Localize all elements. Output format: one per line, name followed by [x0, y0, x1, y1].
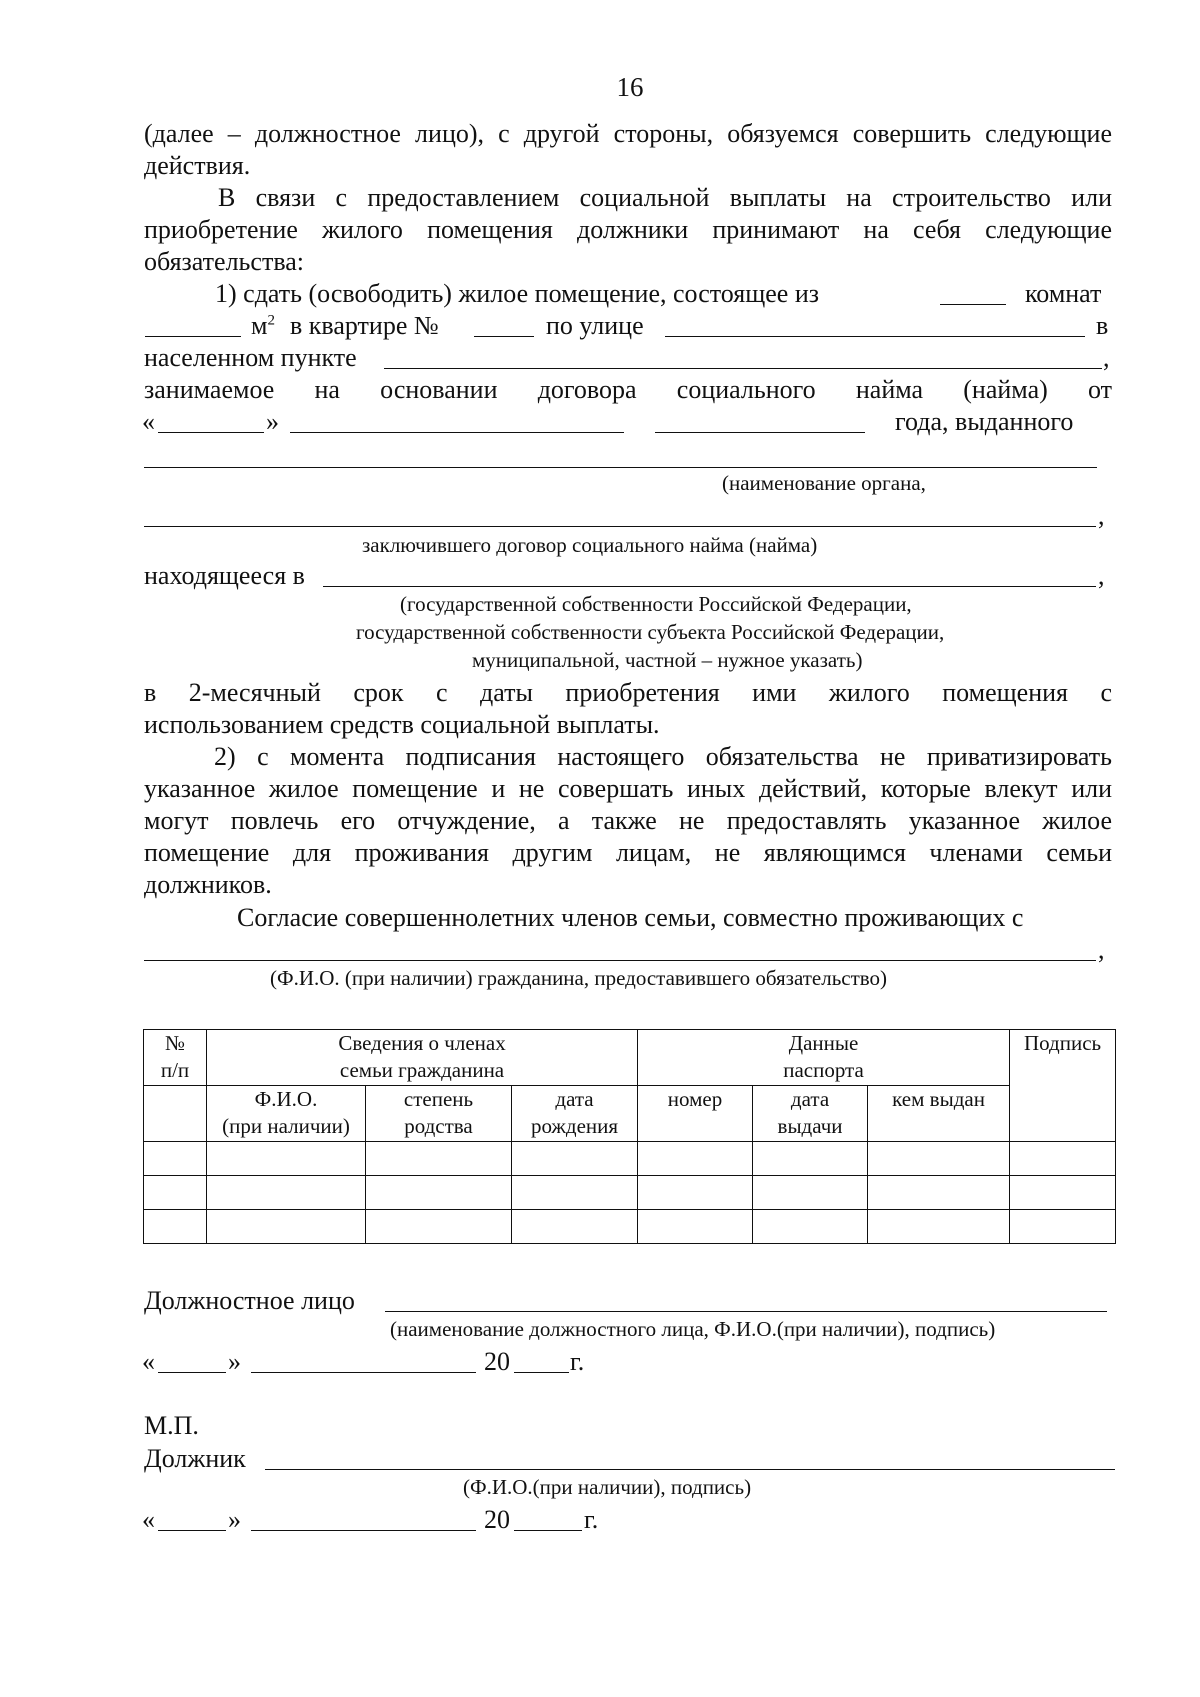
- item1-unit: [251, 310, 275, 342]
- consent-text: Согласие совершеннолетних членов семьи, совместно проживающих с: [237, 903, 1024, 932]
- date-year-blank: [655, 432, 865, 433]
- caption-debtor: (Ф.И.О.(при наличии), подпись): [463, 1475, 752, 1499]
- table-cell: [753, 1176, 868, 1210]
- header-family-info-line2: семьи гражданина: [339, 1058, 505, 1082]
- item1-occupied: занимаемое на основании договора социального найма (найма) от: [144, 375, 1112, 404]
- col-fio-line1: Ф.И.О.: [254, 1087, 318, 1111]
- para3-line1: в 2-месячный срок с даты приобретения ими жилого помещения с: [144, 678, 1112, 707]
- col-issue-date-line2: выдачи: [777, 1114, 843, 1138]
- col-number: [638, 1086, 753, 1142]
- header-family-info-line1: Сведения о членах: [338, 1031, 506, 1055]
- official-label: Должностное лицо: [144, 1286, 355, 1315]
- header-signature: [1010, 1030, 1116, 1142]
- caption-prop-2: государственной собственности субъекта Российской Федерации,: [356, 620, 945, 644]
- table-cell: [1010, 1176, 1116, 1210]
- table-cell: [1010, 1142, 1116, 1176]
- table-cell: [868, 1210, 1010, 1244]
- item1-settlement: населенном пункте: [144, 343, 357, 372]
- official-year-suffix: г.: [570, 1347, 585, 1376]
- debtor-day-blank: [158, 1530, 226, 1531]
- debtor-blank: [265, 1469, 1115, 1470]
- header-num-line1: №: [164, 1031, 186, 1055]
- col-issue-date-line1: дата: [790, 1087, 830, 1111]
- table-cell: [512, 1210, 638, 1244]
- table-header-row-1: [144, 1030, 1116, 1086]
- table-cell: [868, 1142, 1010, 1176]
- seal-mark: М.П.: [144, 1411, 199, 1440]
- date-quote-close: »: [266, 407, 279, 436]
- table-cell: [366, 1176, 512, 1210]
- para1-line1: (далее – должностное лицо), с другой стороны, обязуемся совершить следующие: [144, 119, 1112, 148]
- organ-blank-2: [144, 526, 1096, 527]
- col-relation: [366, 1086, 512, 1142]
- debtor-year-suffix: г.: [584, 1505, 599, 1534]
- table-cell: [512, 1142, 638, 1176]
- header-num-empty: [144, 1086, 207, 1142]
- table-cell: [366, 1142, 512, 1176]
- located-label: находящееся в: [144, 561, 305, 590]
- item2-line1: 2) с момента подписания настоящего обязательства не приватизировать: [214, 742, 1112, 771]
- apartment-blank: [474, 336, 534, 337]
- official-year-prefix: 20: [484, 1347, 510, 1376]
- unit-m: м: [251, 311, 268, 340]
- street-blank: [665, 336, 1085, 337]
- official-date-quote-close: »: [228, 1347, 241, 1376]
- debtor-date-quote-close: »: [228, 1505, 241, 1534]
- official-day-blank: [158, 1372, 226, 1373]
- table-cell: [638, 1176, 753, 1210]
- organ-blank-1: [144, 467, 1097, 468]
- table-row: [144, 1142, 1116, 1176]
- col-issue-date: [753, 1086, 868, 1142]
- item1-year-issued: года, выданного: [895, 407, 1074, 436]
- caption-organ-2: заключившего договор социального найма (найма): [362, 533, 818, 557]
- table-row: [144, 1176, 1116, 1210]
- debtor-year-blank: [514, 1530, 582, 1531]
- col-issued-by: [868, 1086, 1010, 1142]
- table-cell: [753, 1142, 868, 1176]
- table-cell: [1010, 1210, 1116, 1244]
- located-comma: ,: [1098, 561, 1105, 590]
- header-num-line2: п/п: [160, 1058, 190, 1082]
- unit-sup: 2: [267, 312, 275, 329]
- debtor-date-quote-open: «: [142, 1505, 155, 1534]
- item2-line3: могут повлечь его отчуждение, а также не предоставлять указанное жилое: [144, 806, 1112, 835]
- col-number-text: номер: [667, 1087, 723, 1111]
- table-cell: [144, 1210, 207, 1244]
- header-signature-text: Подпись: [1023, 1031, 1102, 1055]
- official-month-blank: [251, 1372, 476, 1373]
- debtor-label: Должник: [144, 1444, 246, 1473]
- table-cell: [638, 1142, 753, 1176]
- table-cell: [207, 1176, 366, 1210]
- para3-line2: использованием средств социальной выплаты.: [144, 710, 660, 739]
- table-cell: [144, 1176, 207, 1210]
- table-header-row-2: [144, 1086, 1116, 1142]
- official-date-quote-open: «: [142, 1347, 155, 1376]
- fio-blank: [144, 960, 1096, 961]
- caption-official: (наименование должностного лица, Ф.И.О.(при наличии), подпись): [390, 1317, 996, 1341]
- header-passport: [638, 1030, 1010, 1086]
- page-number: 16: [616, 72, 644, 102]
- col-relation-line2: родства: [404, 1114, 473, 1138]
- header-passport-line1: Данные: [788, 1031, 859, 1055]
- area-blank: [145, 336, 241, 337]
- item2-line5: должников.: [144, 870, 272, 899]
- debtor-year-prefix: 20: [484, 1505, 510, 1534]
- organ-comma: ,: [1098, 501, 1105, 530]
- table-cell: [638, 1210, 753, 1244]
- date-day-blank: [158, 432, 264, 433]
- para2-line1: В связи с предоставлением социальной выплаты на строительство или: [218, 183, 1112, 212]
- item1-in: в: [1096, 311, 1109, 340]
- table-cell: [512, 1176, 638, 1210]
- official-blank: [385, 1311, 1107, 1312]
- rooms-blank: [940, 304, 1006, 305]
- col-birthdate: [512, 1086, 638, 1142]
- para1-line2: действия.: [144, 151, 251, 180]
- item1-text-a: 1) сдать (освободить) жилое помещение, состоящее из: [215, 279, 820, 308]
- family-members-table: [143, 1029, 1116, 1244]
- header-family-info: [207, 1030, 638, 1086]
- col-issued-by-text: кем выдан: [892, 1087, 985, 1111]
- caption-fio: (Ф.И.О. (при наличии) гражданина, предоставившего обязательство): [270, 966, 888, 990]
- para2-line2: приобретение жилого помещения должники принимают на себя следующие: [144, 215, 1112, 244]
- date-month-blank: [290, 432, 624, 433]
- header-num: [144, 1030, 207, 1086]
- table-cell: [207, 1142, 366, 1176]
- item2-line2: указанное жилое помещение и не совершать иных действий, которые влекут или: [144, 774, 1112, 803]
- col-fio: [207, 1086, 366, 1142]
- caption-prop-3: муниципальной, частной – нужное указать): [472, 648, 863, 672]
- header-passport-line2: паспорта: [783, 1058, 864, 1082]
- table-cell: [868, 1176, 1010, 1210]
- caption-prop-1: (государственной собственности Российской Федерации,: [400, 592, 912, 616]
- table-cell: [207, 1210, 366, 1244]
- date-quote-open: «: [142, 407, 155, 436]
- col-birthdate-line1: дата: [555, 1087, 594, 1111]
- item2-line4: помещение для проживания другим лицам, не являющимся членами семьи: [144, 838, 1112, 867]
- col-relation-line1: степень: [403, 1087, 474, 1111]
- item1-rooms-word: комнат: [1025, 279, 1102, 308]
- settlement-comma: ,: [1103, 343, 1110, 372]
- item1-street: по улице: [546, 311, 644, 340]
- item1-apartment: в квартире №: [290, 311, 439, 340]
- settlement-blank: [384, 368, 1102, 369]
- table-cell: [144, 1142, 207, 1176]
- col-birthdate-line2: рождения: [530, 1114, 619, 1138]
- official-year-blank: [514, 1372, 569, 1373]
- table-row: [144, 1210, 1116, 1244]
- table-cell: [753, 1210, 868, 1244]
- table-cell: [366, 1210, 512, 1244]
- col-fio-line2: (при наличии): [222, 1114, 350, 1138]
- caption-organ-1: (наименование органа,: [722, 471, 926, 495]
- para2-line3: обязательства:: [144, 247, 305, 276]
- fio-comma: ,: [1098, 935, 1105, 964]
- ownership-blank: [323, 586, 1096, 587]
- debtor-month-blank: [251, 1530, 476, 1531]
